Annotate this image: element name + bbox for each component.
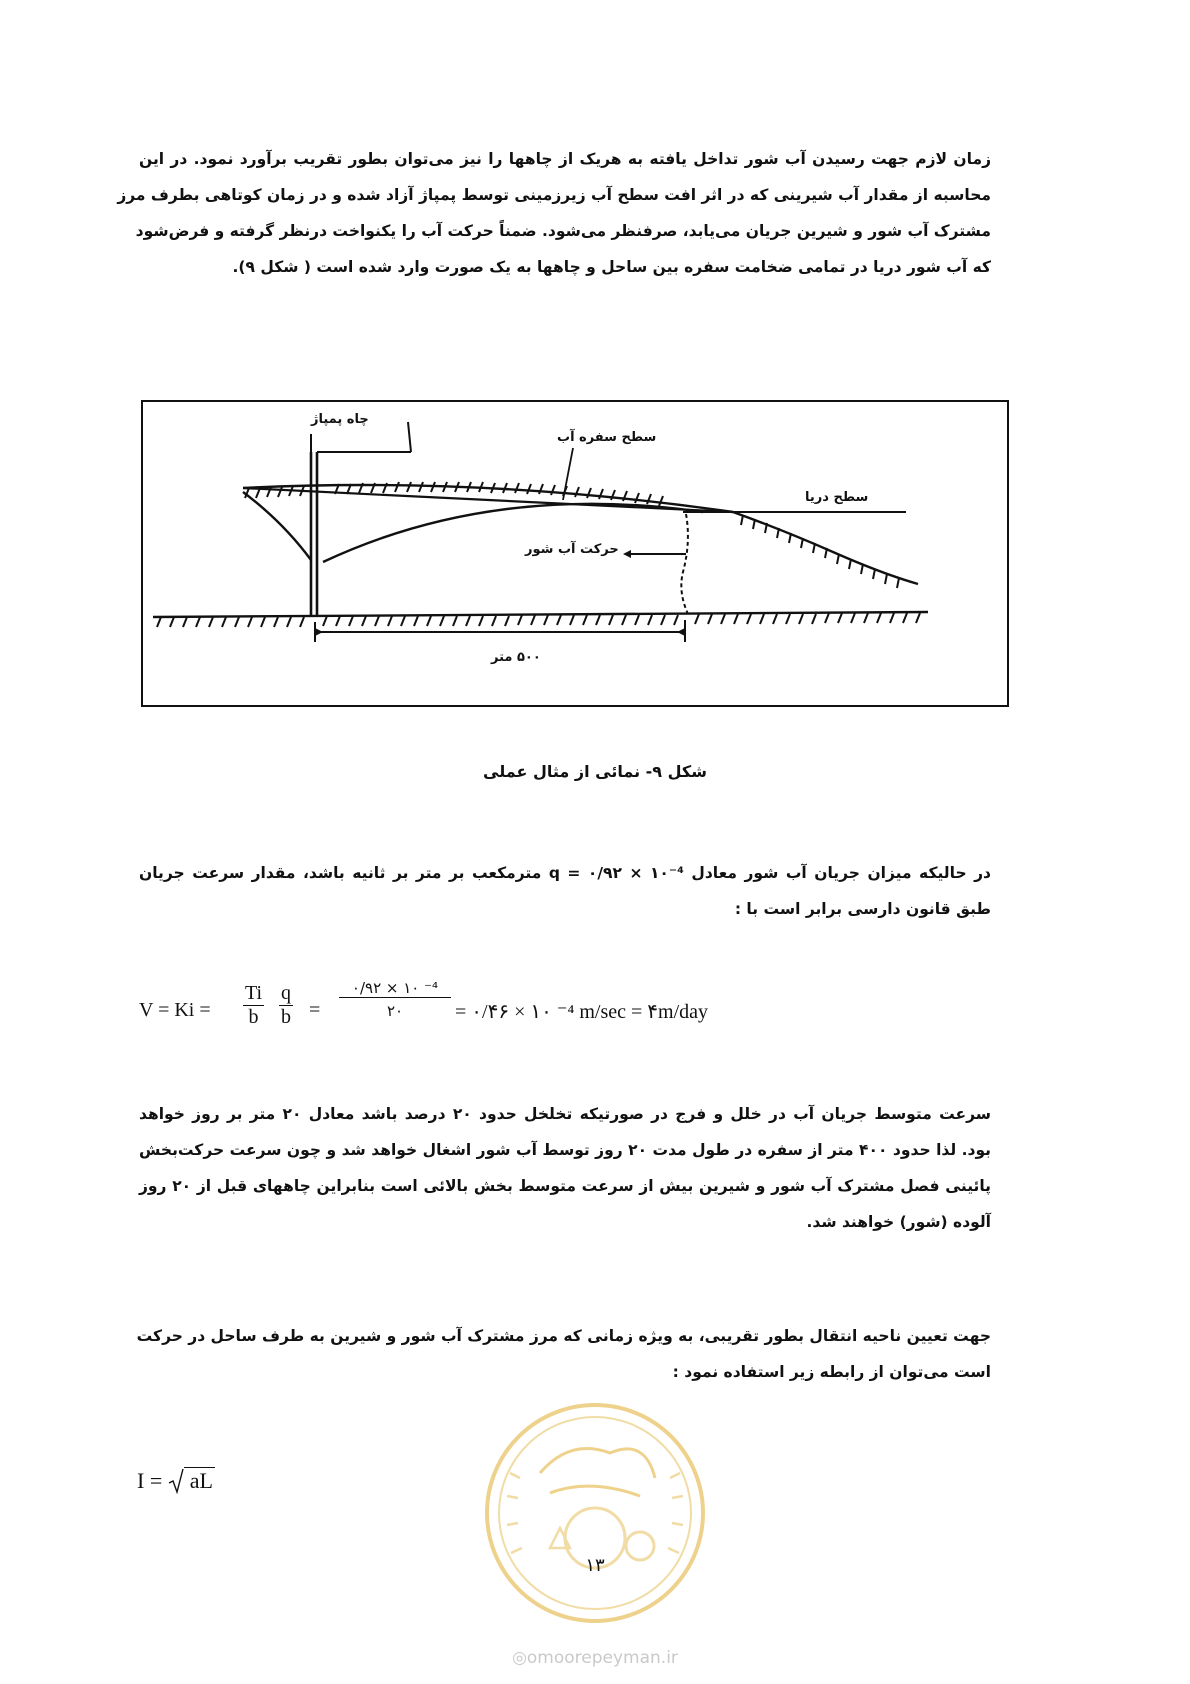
paragraph-line: مشترک آب شور و شیرین جریان می‌یابد، صرفنظر می‌شود. ضمناً حرکت آب را یکنواخت درنظر گرفته و فرض‌شود <box>135 222 991 240</box>
figure-caption: شکل ۹- نمائی از مثال عملی <box>483 762 707 781</box>
paragraph-line: زمان لازم جهت رسیدن آب شور تداخل یافته به هریک از چاهها را نیز می‌توان بطور تقریب برآورد نمود. در این <box>139 150 991 168</box>
water-table-label: سطح سفره آب <box>557 430 657 445</box>
fraction-denominator: b <box>248 1006 259 1028</box>
watermark-url <box>0 1648 1190 1668</box>
fraction-numerator: q <box>281 982 291 1004</box>
paragraph-1 <box>117 141 991 285</box>
fraction-numerator: Ti <box>245 982 263 1004</box>
paragraph-line: محاسبه از مقدار آب شیرینی که در اثر افت سطح آب زیرزمینی توسط پمپاژ آزاد شده و در زمان کوتاهی بطرف مرز <box>117 186 991 204</box>
page-number: ۱۳ <box>585 1555 605 1576</box>
paragraph-line: پائینی فصل مشترک آب شور و شیرین بیش از سرعت متوسط بخش بالائی است بنابراین چاههای قبل از ۲۰ روز <box>139 1177 991 1195</box>
paragraph-line: آلوده (شور) خواهند شد. <box>806 1213 991 1231</box>
fraction-main <box>339 979 451 1020</box>
figure-9 <box>141 400 1009 707</box>
formula-result: = ۰/۴۶ × ۱۰ ⁻⁴ m/sec = ۴m/day <box>455 1001 709 1023</box>
aquifer-base-line <box>153 612 928 617</box>
watermark-url-text: omoorepeyman.ir <box>526 1648 678 1668</box>
paragraph-line: بود. لذا حدود ۴۰۰ متر از سفره در طول مدت ۲۰ روز توسط آب شور اشغال خواهد شد و چون سرعت حرکت‌بخش <box>139 1141 991 1159</box>
paragraph-3 <box>139 1096 991 1240</box>
transition-zone-formula <box>137 1468 215 1494</box>
saltwater-movement-label: حرکت آب شور <box>525 542 619 557</box>
paragraph-line: جهت تعیین ناحیه انتقال بطور تقریبی، به ویژه زمانی که مرز مشترک آب شور و شیرین به طرف ساحل در حرکت <box>136 1327 991 1345</box>
paragraph-line: سرعت متوسط جریان آب در خلل و فرج در صورتیکه تخلخل حدود ۲۰ درصد باشد معادل ۲۰ متر بر روز خواهد <box>139 1105 991 1123</box>
paragraph-line: طبق قانون دارسی برابر است با : <box>734 900 991 918</box>
watermark-seal-icon <box>480 1398 710 1628</box>
fraction-denominator: b <box>281 1006 291 1028</box>
fraction-numerator: ۰/۹۲ × ۱۰ ⁻⁴ <box>339 979 451 998</box>
fraction-ti-b <box>243 982 264 1029</box>
paragraph-2 <box>139 855 991 927</box>
at-icon: ◎ <box>512 1648 527 1668</box>
paragraph-line: است می‌توان از رابطه زیر استفاده نمود : <box>672 1363 991 1381</box>
formula-lhs: I = <box>137 1468 163 1493</box>
formula-lhs: V = Ki = <box>139 999 211 1021</box>
fraction-q-b <box>279 982 293 1029</box>
well-label: چاه پمپاژ <box>311 412 369 427</box>
sqrt-icon <box>168 1468 184 1494</box>
formula-equals: = <box>309 999 321 1021</box>
formula-radicand: aL <box>184 1467 215 1493</box>
paragraph-line: در حالیکه میزان جریان آب شور معادل q = ۰/۹۲ × ۱۰⁻⁴ مترمکعب بر متر بر ثانیه باشد، مقدار سرعت جریان <box>139 864 991 882</box>
fraction-denominator: ۲۰ <box>386 1002 404 1020</box>
sea-bed-line <box>733 512 918 584</box>
distance-label: ۵۰۰ متر <box>491 650 541 665</box>
sea-level-label: سطح دریا <box>805 490 869 505</box>
paragraph-4 <box>136 1318 991 1390</box>
paragraph-line: که آب شور دریا در تمامی ضخامت سفره بین ساحل و چاهها به یک صورت وارد شده است ( شکل ۹). <box>232 258 991 276</box>
saltwater-front <box>681 514 688 614</box>
